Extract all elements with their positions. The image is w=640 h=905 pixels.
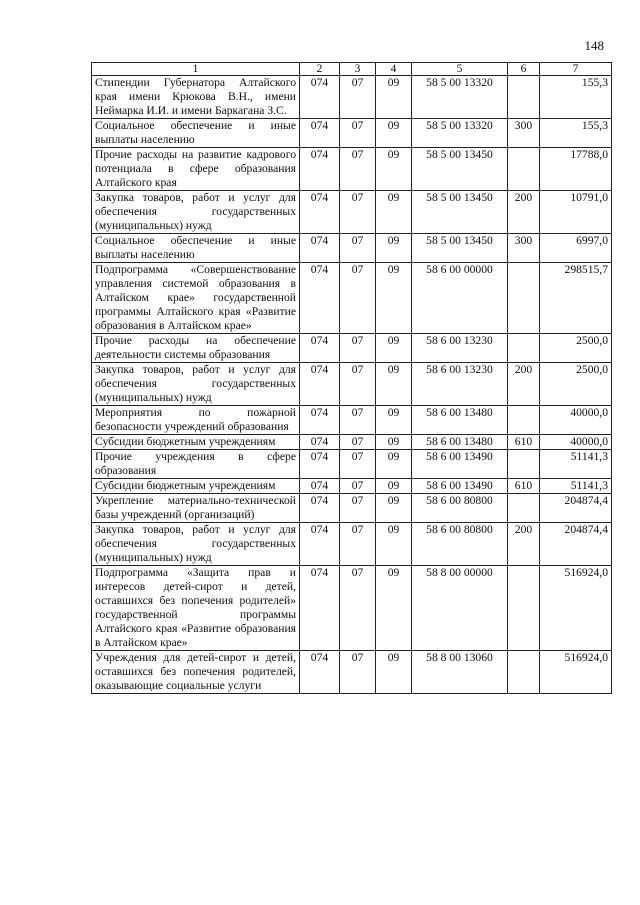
- row-code-3: 07: [340, 148, 376, 191]
- row-code-5: 58 6 00 00000: [412, 263, 508, 334]
- row-code-5: 58 5 00 13450: [412, 234, 508, 263]
- row-amount: 40000,0: [540, 435, 612, 450]
- row-code-2: 074: [300, 191, 340, 234]
- row-amount: 516924,0: [540, 651, 612, 694]
- table-row: [92, 566, 612, 651]
- row-code-6: 200: [508, 191, 540, 234]
- table-row: [92, 435, 612, 450]
- row-code-2: 074: [300, 234, 340, 263]
- row-amount: 516924,0: [540, 566, 612, 651]
- row-description: Субсидии бюджетным учреждениям: [92, 479, 300, 494]
- row-code-6: [508, 450, 540, 479]
- row-code-4: 09: [376, 450, 412, 479]
- row-code-2: 074: [300, 651, 340, 694]
- row-code-6: [508, 148, 540, 191]
- row-code-3: 07: [340, 119, 376, 148]
- row-amount: 2500,0: [540, 363, 612, 406]
- row-code-5: 58 6 00 13230: [412, 334, 508, 363]
- row-code-4: 09: [376, 523, 412, 566]
- row-code-6: 200: [508, 523, 540, 566]
- row-code-4: 09: [376, 435, 412, 450]
- row-code-5: 58 6 00 13480: [412, 435, 508, 450]
- column-header-5: 5: [412, 63, 508, 76]
- table-row: [92, 651, 612, 694]
- row-code-2: 074: [300, 450, 340, 479]
- row-amount: 155,3: [540, 76, 612, 119]
- column-header-7: 7: [540, 63, 612, 76]
- row-amount: 6997,0: [540, 234, 612, 263]
- row-code-5: 58 6 00 80800: [412, 523, 508, 566]
- row-code-4: 09: [376, 651, 412, 694]
- row-description: Социальное обеспечение и иные выплаты населению: [92, 119, 300, 148]
- row-code-6: 610: [508, 435, 540, 450]
- row-code-3: 07: [340, 334, 376, 363]
- table-row: [92, 479, 612, 494]
- row-code-3: 07: [340, 435, 376, 450]
- row-description: Закупка товаров, работ и услуг для обеспечения государственных (муниципальных) нужд: [92, 363, 300, 406]
- row-code-6: 300: [508, 119, 540, 148]
- row-amount: 17788,0: [540, 148, 612, 191]
- row-code-5: 58 6 00 13490: [412, 450, 508, 479]
- row-code-2: 074: [300, 566, 340, 651]
- row-code-2: 074: [300, 523, 340, 566]
- row-code-4: 09: [376, 234, 412, 263]
- row-description: Прочие учреждения в сфере образования: [92, 450, 300, 479]
- table-row: [92, 363, 612, 406]
- row-code-6: 300: [508, 234, 540, 263]
- row-code-5: 58 5 00 13320: [412, 119, 508, 148]
- row-code-2: 074: [300, 363, 340, 406]
- table-row: [92, 191, 612, 234]
- table-row: [92, 76, 612, 119]
- row-description: Прочие расходы на развитие кадрового потенциала в сфере образования Алтайского края: [92, 148, 300, 191]
- row-amount: 10791,0: [540, 191, 612, 234]
- row-code-2: 074: [300, 76, 340, 119]
- row-code-4: 09: [376, 406, 412, 435]
- row-code-6: [508, 334, 540, 363]
- row-description: Укрепление материально-технической базы учреждений (организаций): [92, 494, 300, 523]
- table-row: [92, 523, 612, 566]
- table-row: [92, 334, 612, 363]
- row-description: Закупка товаров, работ и услуг для обеспечения государственных (муниципальных) нужд: [92, 191, 300, 234]
- column-header-2: 2: [300, 63, 340, 76]
- row-description: Социальное обеспечение и иные выплаты населению: [92, 234, 300, 263]
- page-number: 148: [584, 38, 604, 53]
- row-code-3: 07: [340, 566, 376, 651]
- row-amount: 40000,0: [540, 406, 612, 435]
- row-code-4: 09: [376, 494, 412, 523]
- row-code-4: 09: [376, 363, 412, 406]
- row-code-6: [508, 494, 540, 523]
- row-code-3: 07: [340, 191, 376, 234]
- row-code-4: 09: [376, 148, 412, 191]
- row-code-4: 09: [376, 76, 412, 119]
- row-code-5: 58 6 00 13490: [412, 479, 508, 494]
- row-code-3: 07: [340, 76, 376, 119]
- row-amount: 51141,3: [540, 450, 612, 479]
- row-code-2: 074: [300, 494, 340, 523]
- row-code-5: 58 8 00 00000: [412, 566, 508, 651]
- row-code-3: 07: [340, 263, 376, 334]
- row-description: Закупка товаров, работ и услуг для обеспечения государственных (муниципальных) нужд: [92, 523, 300, 566]
- row-code-6: [508, 566, 540, 651]
- row-description: Прочие расходы на обеспечение деятельности системы образования: [92, 334, 300, 363]
- row-code-5: 58 5 00 13450: [412, 191, 508, 234]
- table-row: [92, 263, 612, 334]
- column-header-4: 4: [376, 63, 412, 76]
- row-code-3: 07: [340, 450, 376, 479]
- row-code-4: 09: [376, 119, 412, 148]
- row-code-6: [508, 651, 540, 694]
- row-code-4: 09: [376, 191, 412, 234]
- column-header-3: 3: [340, 63, 376, 76]
- row-code-3: 07: [340, 523, 376, 566]
- row-code-6: 200: [508, 363, 540, 406]
- row-code-2: 074: [300, 435, 340, 450]
- row-code-3: 07: [340, 651, 376, 694]
- row-code-6: [508, 76, 540, 119]
- column-header-1: 1: [92, 63, 300, 76]
- table-row: [92, 406, 612, 435]
- row-code-2: 074: [300, 479, 340, 494]
- column-header-6: 6: [508, 63, 540, 76]
- row-code-2: 074: [300, 406, 340, 435]
- row-code-4: 09: [376, 566, 412, 651]
- row-code-3: 07: [340, 406, 376, 435]
- row-code-3: 07: [340, 234, 376, 263]
- row-code-4: 09: [376, 479, 412, 494]
- table-row: [92, 148, 612, 191]
- row-code-6: [508, 406, 540, 435]
- row-code-3: 07: [340, 479, 376, 494]
- table-header-row: [92, 63, 612, 76]
- row-description: Субсидии бюджетным учреждениям: [92, 435, 300, 450]
- row-amount: 155,3: [540, 119, 612, 148]
- row-code-2: 074: [300, 148, 340, 191]
- row-amount: 204874,4: [540, 523, 612, 566]
- row-code-2: 074: [300, 119, 340, 148]
- row-amount: 204874,4: [540, 494, 612, 523]
- row-description: Стипендии Губернатора Алтайского края имени Крюкова В.Н., имени Неймарка И.И. и имени Баркагана З.С.: [92, 76, 300, 119]
- row-code-5: 58 5 00 13450: [412, 148, 508, 191]
- row-amount: 2500,0: [540, 334, 612, 363]
- row-description: Подпрограмма «Совершенствование управления системой образования в Алтайском крае» государственной программы Алтайского края «Развитие образования в Алтайском крае»: [92, 263, 300, 334]
- row-code-2: 074: [300, 263, 340, 334]
- row-code-3: 07: [340, 494, 376, 523]
- table-row: [92, 119, 612, 148]
- row-code-5: 58 6 00 80800: [412, 494, 508, 523]
- row-code-3: 07: [340, 363, 376, 406]
- row-code-4: 09: [376, 263, 412, 334]
- row-amount: 51141,3: [540, 479, 612, 494]
- row-amount: 298515,7: [540, 263, 612, 334]
- row-description: Подпрограмма «Защита прав и интересов детей-сирот и детей, оставшихся без попечения родителей» государственной программы Алтайского края «Развитие образования в Алтайском крае»: [92, 566, 300, 651]
- row-code-6: 610: [508, 479, 540, 494]
- budget-table: [91, 62, 612, 694]
- row-description: Учреждения для детей-сирот и детей, оставшихся без попечения родителей, оказывающие социальные услуги: [92, 651, 300, 694]
- row-code-5: 58 6 00 13480: [412, 406, 508, 435]
- row-code-6: [508, 263, 540, 334]
- table-row: [92, 494, 612, 523]
- row-code-4: 09: [376, 334, 412, 363]
- row-description: Мероприятия по пожарной безопасности учреждений образования: [92, 406, 300, 435]
- row-code-5: 58 8 00 13060: [412, 651, 508, 694]
- table-row: [92, 450, 612, 479]
- row-code-2: 074: [300, 334, 340, 363]
- row-code-5: 58 6 00 13230: [412, 363, 508, 406]
- table-row: [92, 234, 612, 263]
- row-code-5: 58 5 00 13320: [412, 76, 508, 119]
